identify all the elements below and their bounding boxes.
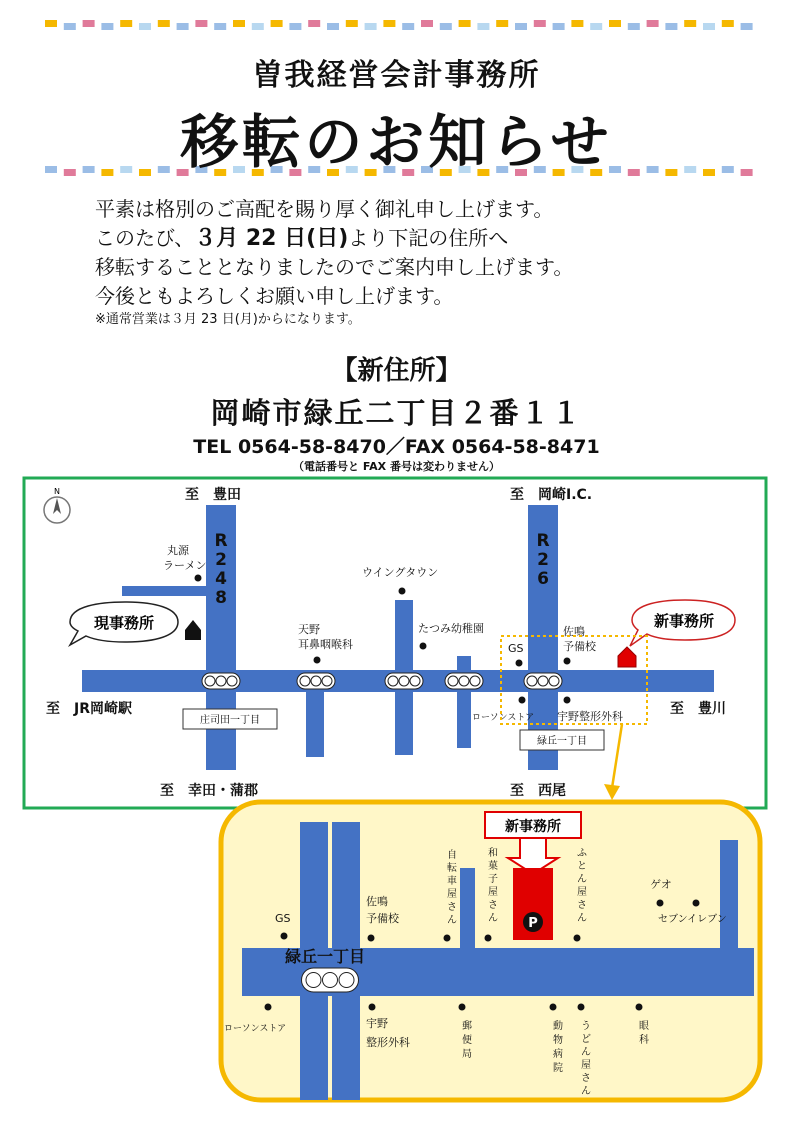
wing-town-label: ウイングタウン [362,566,439,579]
access-map [0,470,793,1122]
decor-square [515,23,527,30]
detail-sanaru-dot [368,935,375,942]
decor-square [271,20,283,27]
decor-square [628,23,640,30]
decor-square [609,20,621,27]
detail-sanaru-label: 佐鳴 [366,895,388,908]
gs-label: GS [508,642,524,655]
decor-square [289,23,301,30]
amano-label-2: 耳鼻咽喉科 [298,638,353,651]
marugen-label: 丸源 [167,544,189,557]
dir-toyota: 至 豊田 [185,487,241,503]
side-road-amano [306,692,324,757]
sanaru-label-2: 予備校 [563,640,596,653]
traffic-light-lamp [410,676,420,686]
decor-square [496,20,508,27]
uno-dot [564,697,571,704]
decor-square [195,20,207,27]
decor-square [346,20,358,27]
amano-dot [314,657,321,664]
sanaru-label: 佐鳴 [563,625,585,638]
decor-square [120,20,132,27]
new-office-label: 新事務所 [653,612,715,630]
marugen-label-2: ラーメン [163,559,207,572]
traffic-light-lamp [323,973,338,988]
animal-label: 動物病院 [553,1021,563,1074]
traffic-light-lamp [470,676,480,686]
wagashi-label: 和菓子屋さん [488,848,498,924]
move-date: ３月 22 日(日) [194,226,349,251]
eye-label: 眼科 [639,1021,649,1046]
tel-fax: TEL 0564-58-8470／FAX 0564-58-8471 [193,436,600,458]
detail-uno-label: 宇野 [366,1017,388,1030]
traffic-light-lamp [399,676,409,686]
decor-square [741,23,753,30]
detail-lawson-dot [265,1004,272,1011]
bicycle-label: 自転車屋さん [447,850,457,926]
marugen-dot [195,575,202,582]
futon-dot [574,935,581,942]
dir-nishio: 至 西尾 [510,783,566,799]
decor-square [440,23,452,30]
detail-gs-label: GS [275,912,291,925]
new-address: 岡崎市緑丘二丁目２番１１ [210,396,583,430]
intro-line-2-prefix: このたび、 [95,226,195,250]
traffic-light-lamp [459,676,469,686]
midorigaoka-label: 緑丘一丁目 [537,736,587,747]
decor-square [252,23,264,30]
amano-label: 天野 [298,623,320,636]
detail-new-office-label: 新事務所 [505,819,561,835]
traffic-light-lamp [549,676,559,686]
decor-square [327,23,339,30]
traffic-light-lamp [448,676,458,686]
traffic-light-lamp [527,676,537,686]
current-office-label: 現事務所 [93,614,155,632]
decor-square [158,20,170,27]
animal-dot [550,1004,557,1011]
decor-square [459,20,471,27]
decor-square [45,20,57,27]
traffic-light-lamp [216,676,226,686]
detail-side-road [460,868,475,950]
detail-midorigaoka-label: 緑丘一丁目 [285,947,366,966]
decor-square [553,23,565,30]
intro-line-4: 今後ともよろしくお願い申し上げます。 [95,284,454,308]
decor-square [590,23,602,30]
sanaru-dot [564,658,571,665]
decor-square [647,20,659,27]
side-road-west [122,586,208,596]
svg-text:N: N [54,487,60,496]
traffic-light-lamp [306,973,321,988]
decor-square [402,23,414,30]
bicycle-dot [444,935,451,942]
decor-square [365,23,377,30]
detail-lawson-label: ローソンストア [224,1024,287,1034]
detail-uno-label-2: 整形外科 [366,1036,410,1049]
decor-square [421,20,433,27]
seven-dot [693,900,700,907]
traffic-light-lamp [227,676,237,686]
eye-dot [636,1004,643,1011]
intro-line-1: 平素は格別のご高配を賜り厚く御礼申し上げます。 [95,197,554,221]
dir-toyokawa: 至 豊川 [670,701,726,717]
decor-square [534,20,546,27]
intro-line-2 [95,224,573,253]
parking-label: P [528,916,538,931]
wing-town-dot [399,588,406,595]
gs-dot [516,660,523,667]
decor-square [477,23,489,30]
decor-square [571,20,583,27]
post-dot [459,1004,466,1011]
uno-label: 宇野整形外科 [557,710,623,723]
futon-label: ふとん屋さん [577,848,587,924]
route-26-label: R 2 6 [536,531,550,589]
traffic-light-lamp [311,676,321,686]
decor-square [177,23,189,30]
post-label: 郵便局 [462,1021,472,1060]
decor-square [684,20,696,27]
udon-dot [578,1004,585,1011]
route-248-label: R 2 4 8 [214,531,228,608]
business-note: ※通常営業は３月 23 日(月)からになります。 [95,312,361,327]
detail-gs-dot [281,933,288,940]
detail-traffic-light [302,968,359,992]
decor-square [703,23,715,30]
intro-text [95,195,573,329]
decor-square [665,23,677,30]
decor-square [722,20,734,27]
traffic-light-lamp [538,676,548,686]
tel-fax-note: （電話番号と FAX 番号は変わりません） [293,460,500,473]
decor-square [139,23,151,30]
detail-uno-dot [369,1004,376,1011]
geo-dot [657,900,664,907]
tatsumi-dot [420,643,427,650]
lawson-dot [519,697,526,704]
notice-title: 移転のお知らせ [180,108,613,176]
decor-band-top [45,20,755,30]
wagashi-dot [485,935,492,942]
dir-koda: 至 幸田・蒲郡 [160,783,258,799]
intro-line-3: 移転することとなりましたのでご案内申し上げます。 [95,255,574,279]
shoshida-label: 庄司田一丁目 [200,715,260,726]
detail-sanaru-label-2: 予備校 [366,912,399,925]
side-road-tatsumi [457,656,471,748]
traffic-light-lamp [205,676,215,686]
office-name: 曽我経営会計事務所 [252,58,541,93]
decor-square [64,23,76,30]
decor-square [83,20,95,27]
traffic-light-lamp [322,676,332,686]
decor-square [383,20,395,27]
dir-jr-okazaki: 至 JR岡崎駅 [46,701,132,717]
seven-label: セブンイレブン [658,914,727,925]
intro-line-2-suffix: より下記の住所へ [348,226,509,250]
dir-okazaki-ic: 至 岡崎I.C. [510,487,593,503]
detail-road-east [720,840,738,950]
traffic-light-lamp [300,676,310,686]
geo-label: ゲオ [650,878,672,891]
traffic-light-lamp [339,973,354,988]
traffic-light-lamp [388,676,398,686]
decor-square [308,20,320,27]
new-address-heading: 【新住所】 [331,356,462,386]
decor-square [214,23,226,30]
decor-square [233,20,245,27]
udon-label: うどん屋さん [581,1021,591,1097]
decor-square [101,23,113,30]
tatsumi-label: たつみ幼稚園 [418,622,484,635]
lawson-label: ローソンストア [472,713,535,723]
